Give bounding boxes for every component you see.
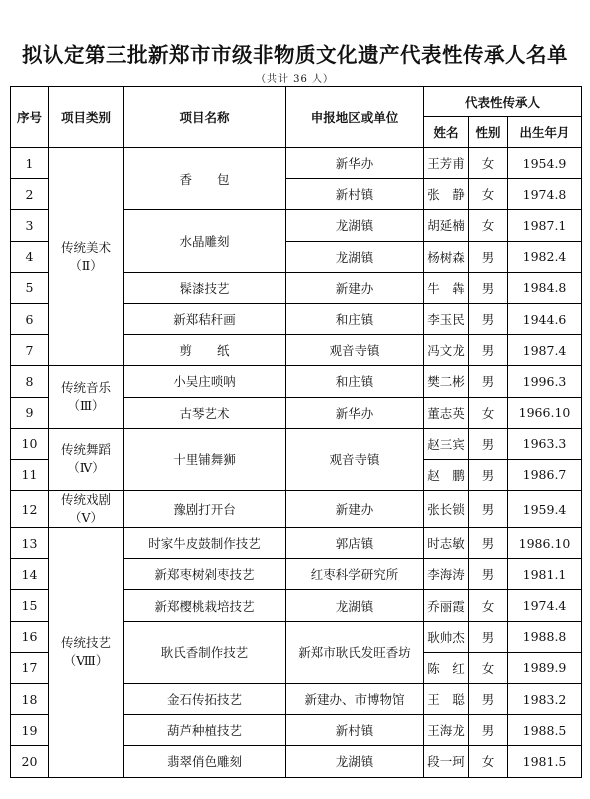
gender-cell: 女 [469,746,508,777]
birth-cell: 1963.3 [508,428,582,459]
gender-cell: 女 [469,652,508,683]
gender-cell: 女 [469,179,508,210]
name-cell: 陈 红 [424,652,469,683]
gender-cell: 男 [469,459,508,490]
seq-cell: 12 [11,491,49,528]
birth-cell: 1986.10 [508,528,582,559]
project-cell: 古琴艺术 [124,397,286,428]
category-name: 传统戏剧 [60,492,111,508]
region-cell: 龙湖镇 [286,746,424,777]
birth-cell: 1959.4 [508,491,582,528]
seq-cell: 8 [11,366,49,397]
birth-cell: 1988.8 [508,621,582,652]
seq-cell: 4 [11,241,49,272]
name-cell: 牛 犇 [424,272,469,303]
table-row [11,366,582,397]
gender-cell: 男 [469,684,508,715]
seq-cell: 9 [11,397,49,428]
seq-cell: 5 [11,272,49,303]
name-cell: 张长锁 [424,491,469,528]
gender-cell: 男 [469,241,508,272]
category-name: 传统音乐 [60,380,111,395]
header-gender: 性别 [469,117,508,148]
gender-cell: 男 [469,366,508,397]
seq-cell: 3 [11,210,49,241]
name-cell: 冯文龙 [424,335,469,366]
gender-cell: 男 [469,621,508,652]
birth-cell: 1988.5 [508,715,582,746]
birth-cell: 1954.9 [508,148,582,179]
gender-cell: 女 [469,148,508,179]
gender-cell: 女 [469,210,508,241]
header-category: 项目类别 [49,87,124,148]
region-cell: 红枣科学研究所 [286,559,424,590]
category-cell [49,491,124,528]
project-cell: 新郑枣树剁枣技艺 [124,559,286,590]
gender-cell: 男 [469,559,508,590]
region-cell: 新华办 [286,397,424,428]
category-cell [49,528,124,778]
name-cell: 王海龙 [424,715,469,746]
birth-cell: 1986.7 [508,459,582,490]
gender-cell: 男 [469,428,508,459]
document-title: 拟认定第三批新郑市市级非物质文化遗产代表性传承人名单 [22,43,568,67]
gender-cell: 女 [469,397,508,428]
category-name: 传统舞蹈 [60,442,111,458]
inheritor-table [10,86,582,778]
birth-cell: 1984.8 [508,272,582,303]
birth-cell: 1981.1 [508,559,582,590]
name-cell: 王 聪 [424,684,469,715]
project-cell: 新郑秸秆画 [124,303,286,334]
region-cell: 龙湖镇 [286,590,424,621]
region-cell: 郭店镇 [286,528,424,559]
birth-cell: 1966.10 [508,397,582,428]
gender-cell: 女 [469,590,508,621]
region-cell: 观音寺镇 [286,428,424,490]
seq-cell: 20 [11,746,49,777]
gender-cell: 男 [469,272,508,303]
birth-cell: 1996.3 [508,366,582,397]
project-cell: 香 包 [124,148,286,210]
header-name: 姓名 [424,117,469,148]
seq-cell: 10 [11,428,49,459]
gender-cell: 男 [469,491,508,528]
birth-cell: 1983.2 [508,684,582,715]
category-name: 传统美术 [60,239,111,255]
table-row [11,528,582,559]
header-project: 项目名称 [124,87,286,148]
name-cell: 董志英 [424,397,469,428]
region-cell: 龙湖镇 [286,210,424,241]
project-cell: 葫芦种植技艺 [124,715,286,746]
region-cell: 龙湖镇 [286,241,424,272]
seq-cell: 11 [11,459,49,490]
name-cell: 赵三宾 [424,428,469,459]
table-row [11,148,582,179]
region-cell: 新村镇 [286,715,424,746]
project-cell: 水晶雕刻 [124,210,286,272]
project-cell: 耿氏香制作技艺 [124,621,286,683]
birth-cell: 1981.5 [508,746,582,777]
seq-cell: 15 [11,590,49,621]
seq-cell: 7 [11,335,49,366]
region-cell: 新郑市耿氏发旺香坊 [286,621,424,683]
region-cell: 和庄镇 [286,303,424,334]
project-cell: 时家牛皮鼓制作技艺 [124,528,286,559]
gender-cell: 男 [469,335,508,366]
region-cell: 新村镇 [286,179,424,210]
category-cell [49,148,124,366]
seq-cell: 16 [11,621,49,652]
project-cell: 金石传拓技艺 [124,684,286,715]
project-cell: 剪 纸 [124,335,286,366]
gender-cell: 男 [469,715,508,746]
category-cell [49,366,124,428]
birth-cell: 1987.1 [508,210,582,241]
category-code: （Ⅱ） [69,257,103,273]
name-cell: 樊二彬 [424,366,469,397]
region-cell: 观音寺镇 [286,335,424,366]
gender-cell: 男 [469,528,508,559]
header-rep-group: 代表性传承人 [424,87,582,117]
category-code: （Ⅷ） [63,653,109,669]
header-region: 申报地区或单位 [286,87,424,148]
document-subtitle: （共计 36 人） [255,74,335,85]
category-code: （Ⅳ） [67,460,105,476]
project-cell: 小吴庄唢呐 [124,366,286,397]
region-cell: 新建办 [286,491,424,528]
region-cell: 新华办 [286,148,424,179]
name-cell: 赵 鹏 [424,459,469,490]
region-cell: 新建办 [286,272,424,303]
name-cell: 李玉民 [424,303,469,334]
birth-cell: 1982.4 [508,241,582,272]
name-cell: 乔丽霞 [424,590,469,621]
seq-cell: 13 [11,528,49,559]
name-cell: 杨树森 [424,241,469,272]
seq-cell: 18 [11,684,49,715]
category-code: （Ⅲ） [67,398,105,413]
name-cell: 耿帅杰 [424,621,469,652]
project-cell: 豫剧打开台 [124,491,286,528]
category-cell [49,428,124,490]
seq-cell: 2 [11,179,49,210]
name-cell: 时志敏 [424,528,469,559]
region-cell: 和庄镇 [286,366,424,397]
category-code: （Ⅴ） [68,510,104,526]
seq-cell: 14 [11,559,49,590]
name-cell: 李海涛 [424,559,469,590]
seq-cell: 19 [11,715,49,746]
birth-cell: 1944.6 [508,303,582,334]
header-birth: 出生年月 [508,117,582,148]
project-cell: 翡翠俏色雕刻 [124,746,286,777]
name-cell: 段一珂 [424,746,469,777]
name-cell: 王芳甫 [424,148,469,179]
region-cell: 新建办、市博物馆 [286,684,424,715]
name-cell: 胡延楠 [424,210,469,241]
seq-cell: 1 [11,148,49,179]
name-cell: 张 静 [424,179,469,210]
seq-cell: 17 [11,652,49,683]
birth-cell: 1974.4 [508,590,582,621]
header-seq: 序号 [11,87,49,148]
birth-cell: 1989.9 [508,652,582,683]
gender-cell: 男 [469,303,508,334]
project-cell: 十里铺舞狮 [124,428,286,490]
birth-cell: 1974.8 [508,179,582,210]
category-name: 传统技艺 [60,635,111,651]
seq-cell: 6 [11,303,49,334]
project-cell: 新郑樱桃栽培技艺 [124,590,286,621]
table-row [11,428,582,459]
table-row [11,491,582,528]
birth-cell: 1987.4 [508,335,582,366]
project-cell: 髹漆技艺 [124,272,286,303]
